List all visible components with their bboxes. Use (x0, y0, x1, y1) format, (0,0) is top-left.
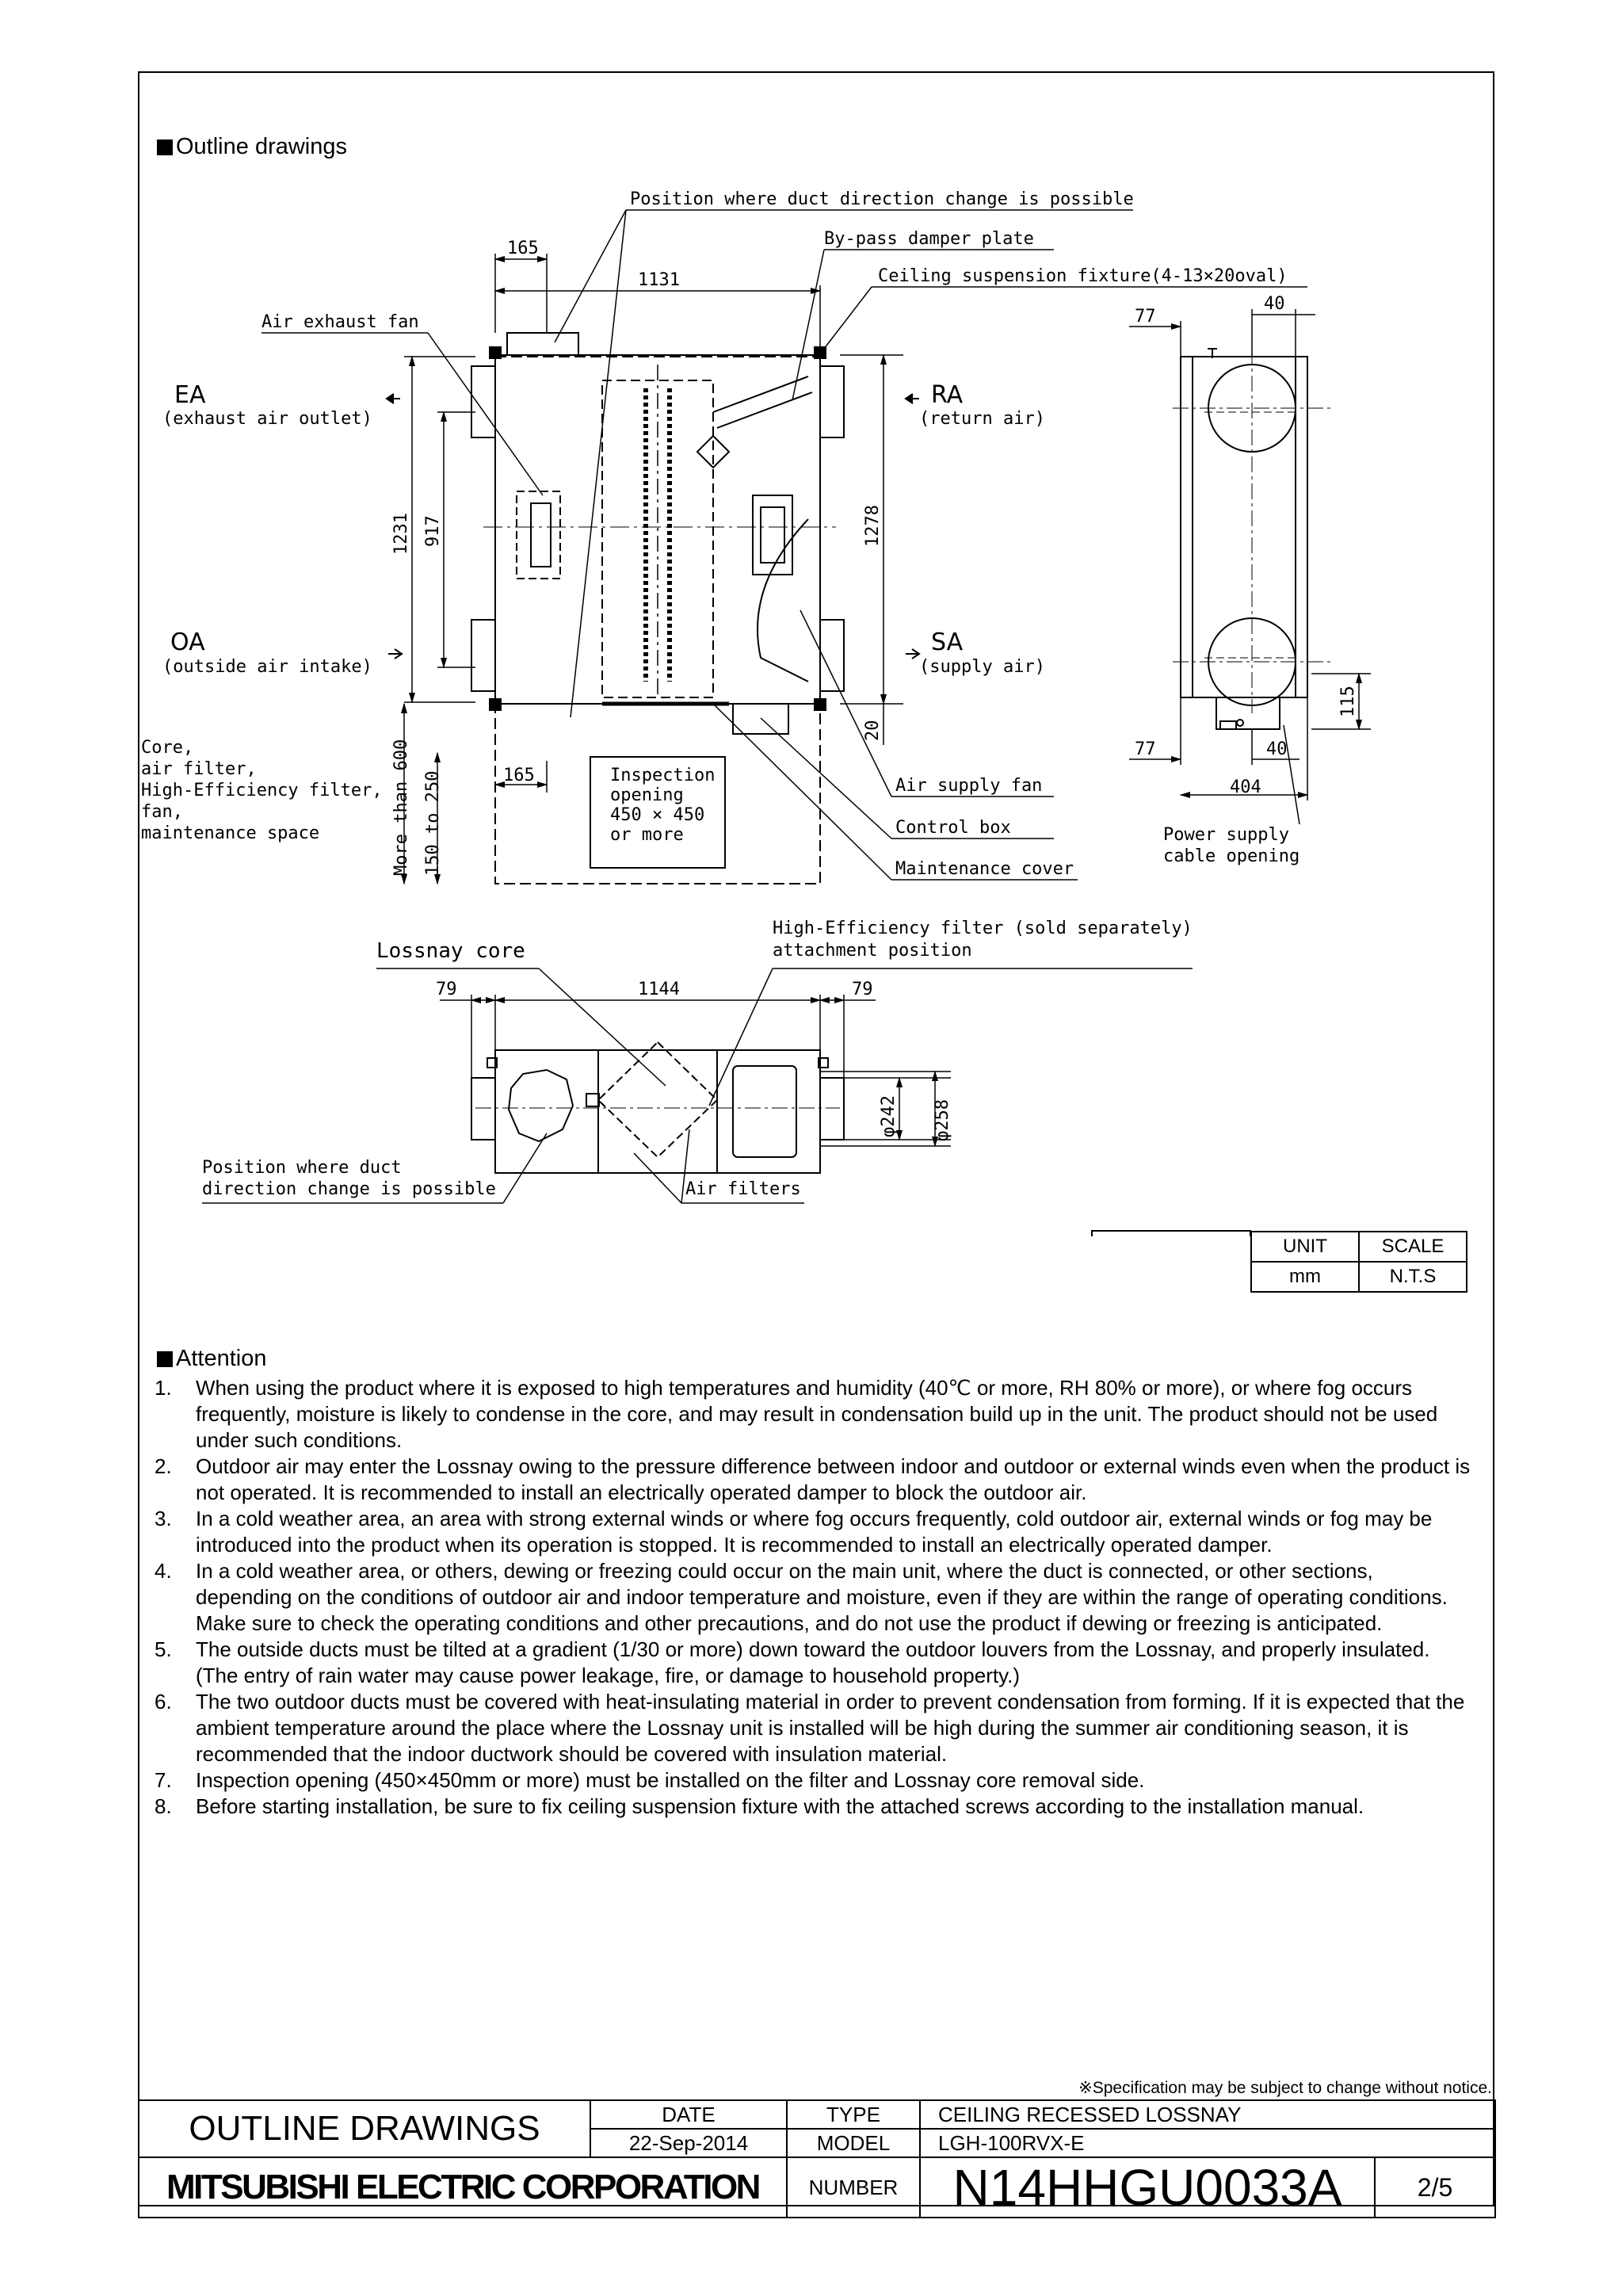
label-ceiling-fixture: Ceiling suspension fixture(4-13×20oval) (878, 266, 1288, 286)
label-hef-2: attachment position (773, 941, 972, 961)
page-number: 2/5 (1375, 2157, 1495, 2218)
label-inspection-2: opening (610, 785, 684, 805)
label-sa-desc: (supply air) (919, 657, 1045, 677)
date-label: DATE (590, 2100, 787, 2129)
projection-symbol (1092, 1231, 1250, 1236)
label-bypass-damper: By-pass damper plate (824, 229, 1034, 249)
attention-item: 2. Outdoor air may enter the Lossnay owing to the pressure difference between indoor and outdoor or external winds even when the product is not operated. It is recommended to install an electrically operated damper to block the outdoor air. (155, 1454, 1471, 1504)
number-label: NUMBER (787, 2157, 920, 2218)
front-view (471, 1042, 844, 1173)
label-maint-space-4: fan, (141, 802, 183, 822)
attention-item: 6. The two outdoor ducts must be covered with heat-insulating material in order to prevent condensation from forming. If it is expected that the ambient temperature around the place where the Lossnay unit is installed will be high during the summer air conditioning season, it is recommended that the indoor ductwork should be covered with insulation material. (155, 1690, 1465, 1766)
label-hef-1: High-Efficiency filter (sold separately) (773, 919, 1193, 938)
inspection-labels (610, 766, 715, 845)
company-name: MITSUBISHI ELECTRIC CORPORATION (139, 2157, 787, 2218)
label-inspection-4: or more (610, 825, 684, 845)
dim-77-bottom: 77 (1135, 739, 1156, 759)
dim-40-bottom: 40 (1266, 739, 1288, 759)
dim-165-top: 165 (507, 239, 539, 258)
dim-165-bottom: 165 (503, 766, 535, 785)
unit-scale-table (1250, 1231, 1467, 1293)
label-control-box: Control box (895, 818, 1011, 838)
label-inspection-1: Inspection (610, 766, 716, 785)
dim-258: φ258 (933, 1099, 952, 1141)
label-maint-space-3: High-Efficiency filter, (141, 781, 383, 800)
label-power-supply-1: Power supply (1163, 825, 1289, 845)
attention-item: 7. Inspection opening (450×450mm or more) must be installed on the filter and Lossnay core removal side. (155, 1768, 1145, 1792)
attention-item: 8. Before starting installation, be sure to fix ceiling suspension fixture with the attached screws according to the installation manual. (155, 1794, 1364, 1818)
label-air-supply-fan: Air supply fan (895, 776, 1043, 796)
scale-label: SCALE (1359, 1232, 1467, 1262)
label-power-supply-2: cable opening (1163, 846, 1300, 866)
dim-1131: 1131 (638, 270, 680, 290)
attention-heading: Attention (157, 1345, 266, 1372)
side-view-dims (1129, 309, 1371, 824)
flow-arrows (387, 394, 919, 659)
attention-item: 5. The outside ducts must be tilted at a gradient (1/30 or more) down toward the outdoor louvers from the Lossnay, and properly insulated. (The entry of rain water may cause power leakage, fire, or damage to household property.) (155, 1637, 1430, 1687)
dim-917: 917 (423, 515, 443, 547)
dim-150-to-250: 150 to 250 (423, 770, 443, 876)
label-oa: OA (170, 628, 205, 656)
label-maint-space-5: maintenance space (141, 823, 320, 843)
dim-79-right: 79 (852, 980, 873, 999)
attention-item: 4. In a cold weather area, or others, dewing or freezing could occur on the main unit, where the duct is connected, or other sections, depending on the conditions of outdoor air and indoor temperature and moisture, even if they are within the range of operating conditions. Make sure to check the operating conditions and other precautions, and do not use the product if dewing or freezing is anticipated. (155, 1559, 1448, 1635)
front-view-dims (440, 995, 951, 1146)
label-ea: EA (174, 381, 206, 409)
model-label: MODEL (787, 2129, 920, 2157)
label-oa-desc: (outside air intake) (162, 657, 372, 677)
label-duct-change-top: Position where duct direction change is possible (630, 189, 1134, 209)
attention-item: 3. In a cold weather area, an area with strong external winds or where fog occurs frequently, cold outdoor air, external winds or fog may be introduced into the product when its operation is stopped. It is recommended to install an electrically operated damper. (155, 1507, 1433, 1557)
attention-list (155, 1375, 1474, 1820)
dim-242: φ242 (879, 1095, 899, 1137)
dim-20: 20 (863, 720, 883, 741)
label-ra-desc: (return air) (919, 409, 1045, 429)
dim-79-left: 79 (436, 980, 457, 999)
side-view (1173, 349, 1331, 729)
dim-1231: 1231 (391, 513, 411, 555)
title-block (138, 2099, 1496, 2218)
model-value: LGH-100RVX-E (920, 2129, 1495, 2157)
unit-value: mm (1251, 1262, 1359, 1292)
dim-40-top: 40 (1264, 294, 1285, 314)
date-value: 22-Sep-2014 (590, 2129, 787, 2157)
spec-note: ※Specification may be subject to change without notice. (1078, 2079, 1492, 2097)
side-view-dim-text (1135, 294, 1358, 866)
dim-more-than-600: More than 600 (391, 739, 411, 876)
unit-label: UNIT (1251, 1232, 1359, 1262)
dim-77-top: 77 (1135, 307, 1156, 327)
label-ra: RA (931, 381, 964, 409)
label-inspection-3: 450 × 450 (610, 805, 705, 825)
label-lossnay-core: Lossnay core (376, 939, 525, 963)
doc-title: OUTLINE DRAWINGS (139, 2100, 590, 2157)
dim-1278: 1278 (863, 505, 883, 547)
label-maint-space-1: Core, (141, 738, 194, 758)
dim-1144: 1144 (638, 980, 680, 999)
square-bullet-icon (157, 1351, 173, 1367)
label-maint-cover: Maintenance cover (895, 859, 1074, 879)
dim-115: 115 (1338, 686, 1358, 717)
type-label: TYPE (787, 2100, 920, 2129)
label-ea-desc: (exhaust air outlet) (162, 409, 372, 429)
scale-value: N.T.S (1359, 1262, 1467, 1292)
label-air-exhaust-fan: Air exhaust fan (261, 312, 419, 332)
front-view-text (202, 919, 1193, 1199)
drawing-number: N14HHGU0033A (920, 2157, 1375, 2218)
dim-404: 404 (1230, 777, 1261, 797)
label-sa: SA (931, 628, 964, 656)
label-air-filters: Air filters (685, 1179, 801, 1199)
attention-item: 1. When using the product where it is exposed to high temperatures and humidity (40℃ or more, RH 80% or more), or where fog occurs frequently, moisture is likely to condense in the core, and may result in condensation build up in the unit. The product should not be used under such conditions. (155, 1376, 1438, 1452)
label-duct-change-bottom-2: direction change is possible (202, 1179, 496, 1199)
label-maint-space-2: air filter, (141, 759, 257, 779)
label-duct-change-bottom-1: Position where duct (202, 1158, 402, 1178)
type-value: CEILING RECESSED LOSSNAY (920, 2100, 1495, 2129)
outline-heading: Outline drawings (157, 133, 347, 160)
